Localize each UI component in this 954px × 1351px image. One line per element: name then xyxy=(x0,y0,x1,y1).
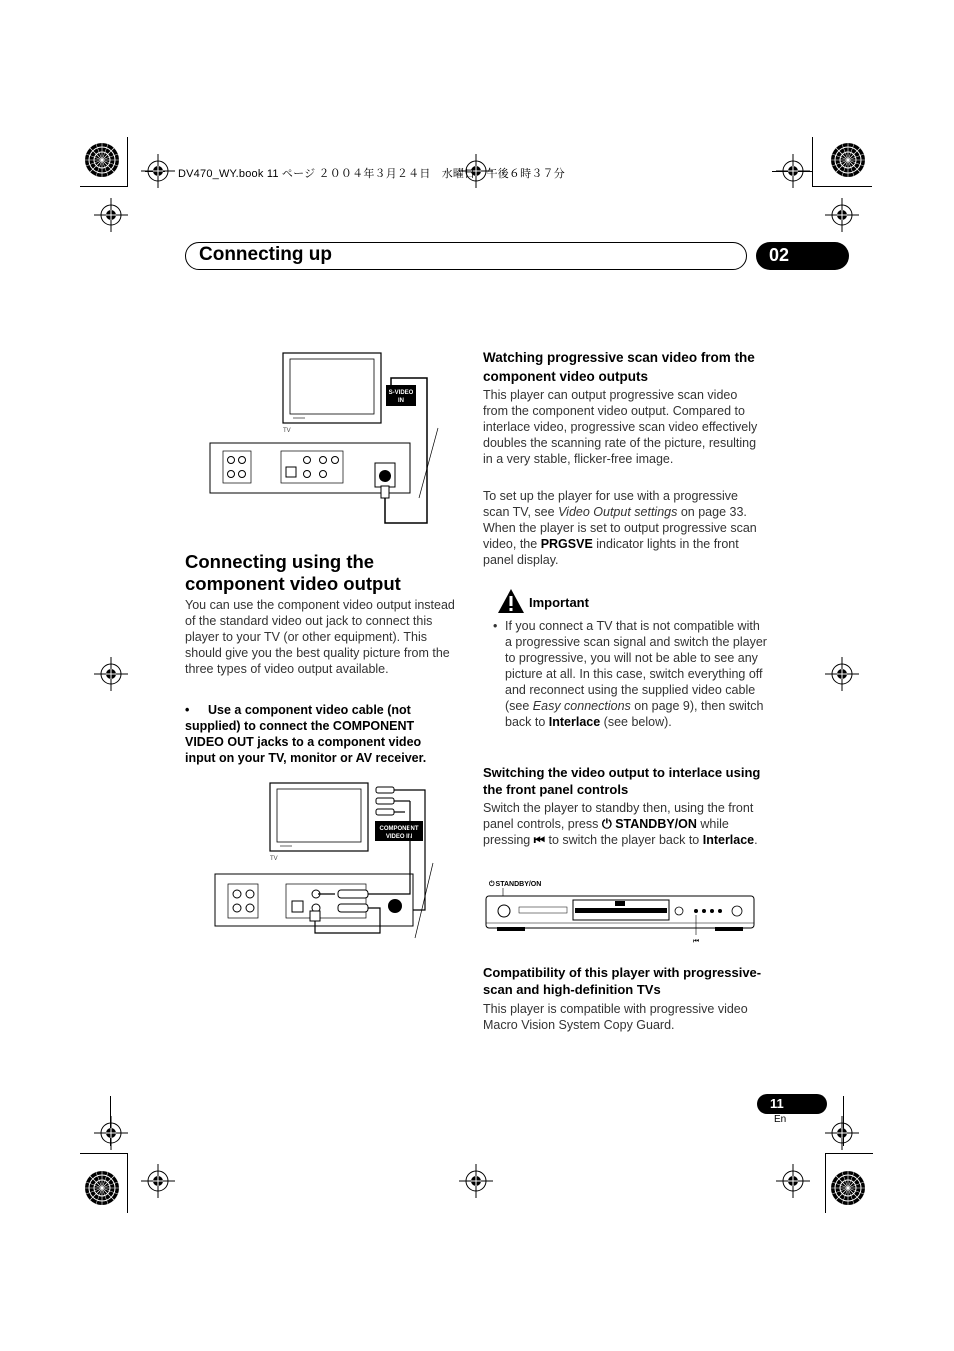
chapter-number: 02 xyxy=(756,242,849,270)
section-heading-component-video: Connecting using the component video output xyxy=(185,551,401,594)
important-text: If you connect a TV that is not compatible with a progressive scan signal and switch the player to progressive, you will not be able to see any picture at all. In this case, switch everything off and reconnect using the supplied video cable (see Easy connections on page 9), then switch back to Interlace (see below). xyxy=(505,619,767,729)
book-print-header: DV470_WY.book 11 ページ ２００４年３月２４日 水曜日 午後６時３７分 xyxy=(178,168,565,180)
bullet-glyph: • xyxy=(185,703,190,717)
language-code: En xyxy=(774,1114,787,1125)
heading-compatibility: Compatibility of this player with progressive-scan and high-definition TVs xyxy=(483,965,762,997)
page-number: 11 xyxy=(757,1094,827,1114)
prev-skip-icon: ⏮ xyxy=(533,833,545,847)
page-title: Connecting up xyxy=(199,244,332,265)
progressive-paragraph-2: To set up the player for use with a progressive scan TV, see Video Output settings on page 33. When the player is set to output progressive scan video, the PRGSVE indicator lights in the front panel display. xyxy=(483,489,757,567)
progressive-paragraph-1: This player can output progressive scan video from the component video output. Compared to interlace video, progressive scan video effectively doubles the scanning rate of the picture, resulting in a very stable, flicker-free image. xyxy=(483,388,758,466)
heading-progressive-scan: Watching progressive scan video from the component video outputs xyxy=(483,350,755,384)
figure-svideo-connection xyxy=(205,348,445,528)
standby-on-label: ⏻STANDBY/ON xyxy=(489,881,542,888)
tv-label: TV xyxy=(270,856,278,862)
switch-interlace-paragraph: Switch the player to standby then, using the front panel controls, press ⏻ STANDBY/ON while pressing ⏮ to switch the player back to Interlace. xyxy=(483,801,758,847)
component-in-label-2: VIDEO IN xyxy=(385,834,413,840)
bullet-glyph: • xyxy=(493,619,498,633)
component-in-label-1: COMPONENT xyxy=(379,826,419,832)
instruction-text: Use a component video cable (not supplied) to connect the COMPONENT VIDEO OUT jacks to a component video input on your TV, monitor or AV receiver. xyxy=(185,703,427,765)
important-label: Important xyxy=(529,595,589,610)
figure-front-panel xyxy=(483,877,758,947)
svideo-in-label-2: IN xyxy=(398,398,404,404)
heading-switch-interlace: Switching the video output to interlace using the front panel controls xyxy=(483,765,761,797)
figure-component-connection xyxy=(210,778,450,948)
compatibility-paragraph: This player is compatible with progressive video Macro Vision System Copy Guard. xyxy=(483,1002,748,1032)
tv-label: TV xyxy=(283,428,291,434)
power-icon: ⏻ xyxy=(601,817,616,831)
svideo-in-label-1: S-VIDEO xyxy=(388,390,414,396)
prev-skip-icon: ⏮ xyxy=(692,938,700,945)
warning-icon xyxy=(497,588,525,614)
intro-paragraph: You can use the component video output instead of the standard video out jack to connect this player to your TV (or other equipment). This should give you the best quality picture from the three types of video output available. xyxy=(185,598,455,676)
